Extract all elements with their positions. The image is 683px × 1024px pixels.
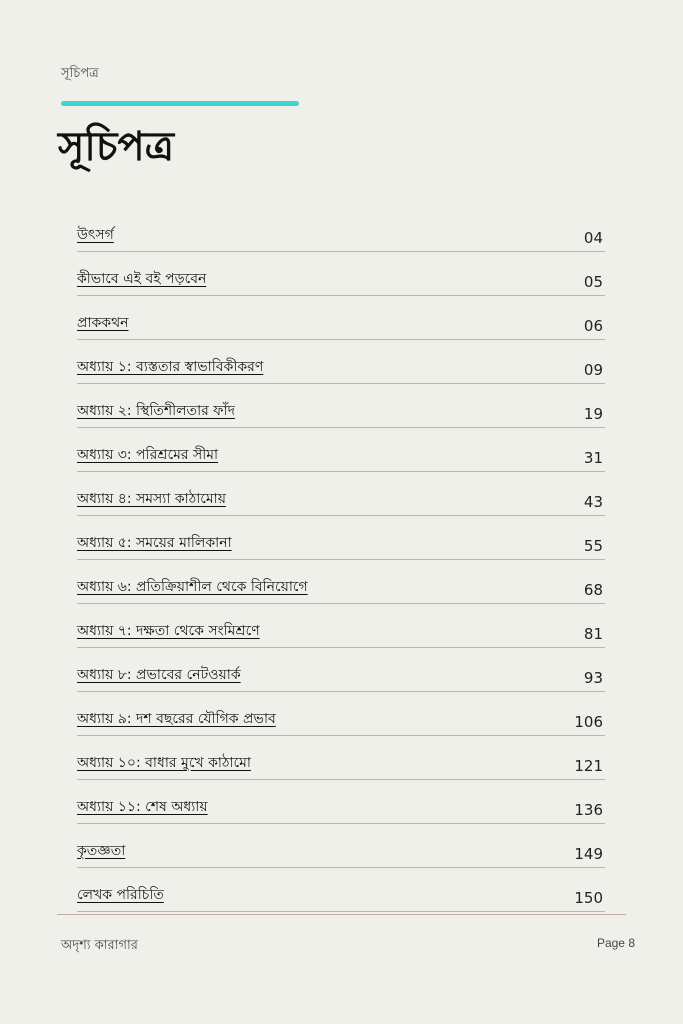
toc-entry-page: 05 (583, 273, 603, 291)
toc-entry-page: 55 (583, 537, 603, 555)
page-title: সূচিপত্র (58, 124, 174, 170)
toc-entry-title[interactable]: অধ্যায় ৯: দশ বছরের যৌগিক প্রভাব (77, 711, 276, 727)
toc-entry (77, 208, 605, 252)
table-of-contents (77, 208, 605, 912)
toc-entry-title[interactable]: প্রাককথন (77, 315, 129, 331)
toc-entry (77, 296, 605, 340)
toc-entry (77, 780, 605, 824)
toc-entry-title[interactable]: কৃতজ্ঞতা (77, 843, 126, 859)
accent-bar (61, 101, 299, 106)
toc-entry (77, 736, 605, 780)
toc-entry (77, 252, 605, 296)
toc-entry-page: 43 (583, 493, 603, 511)
footer-page-number: Page 8 (596, 936, 635, 950)
toc-entry-title[interactable]: অধ্যায় ৪: সমস্যা কাঠামোয় (77, 491, 226, 507)
toc-entry (77, 340, 605, 384)
toc-entry-page: 150 (574, 889, 603, 907)
toc-entry (77, 868, 605, 912)
toc-entry-page: 136 (574, 801, 603, 819)
toc-entry (77, 428, 605, 472)
toc-entry-title[interactable]: অধ্যায় ১০: বাধার মুখে কাঠামো (77, 755, 251, 771)
toc-entry (77, 824, 605, 868)
toc-entry-title[interactable]: অধ্যায় ২: স্থিতিশীলতার ফাঁদ (77, 403, 235, 419)
toc-entry-title[interactable]: অধ্যায় ৭: দক্ষতা থেকে সংমিশ্রণে (77, 623, 260, 639)
toc-entry-title[interactable]: উৎসর্গ (77, 227, 114, 243)
toc-entry (77, 472, 605, 516)
toc-entry-title[interactable]: কীভাবে এই বই পড়বেন (77, 271, 207, 287)
toc-entry-title[interactable]: অধ্যায় ৩: পরিশ্রমের সীমা (77, 447, 219, 463)
toc-entry (77, 692, 605, 736)
running-title: সূচিপত্র (61, 66, 99, 81)
toc-entry (77, 384, 605, 428)
footer-divider (57, 914, 626, 915)
toc-entry (77, 648, 605, 692)
toc-entry-page: 04 (583, 229, 603, 247)
toc-entry-page: 06 (583, 317, 603, 335)
toc-entry (77, 560, 605, 604)
toc-entry-page: 31 (583, 449, 603, 467)
toc-entry (77, 604, 605, 648)
toc-entry-title[interactable]: অধ্যায় ১: ব্যস্ততার স্বাভাবিকীকরণ (77, 359, 264, 375)
toc-entry-page: 09 (583, 361, 603, 379)
toc-entry-page: 81 (583, 625, 603, 643)
toc-entry-page: 19 (583, 405, 603, 423)
toc-entry (77, 516, 605, 560)
toc-entry-page: 149 (574, 845, 603, 863)
toc-entry-title[interactable]: অধ্যায় ৮: প্রভাবের নেটওয়ার্ক (77, 667, 241, 683)
toc-entry-page: 106 (574, 713, 603, 731)
toc-entry-page: 68 (583, 581, 603, 599)
toc-entry-title[interactable]: অধ্যায় ৬: প্রতিক্রিয়াশীল থেকে বিনিয়োগে (77, 579, 308, 595)
toc-entry-title[interactable]: অধ্যায় ১১: শেষ অধ্যায় (77, 799, 208, 815)
toc-entry-title[interactable]: অধ্যায় ৫: সময়ের মালিকানা (77, 535, 232, 551)
toc-entry-page: 93 (583, 669, 603, 687)
footer-book-title: অদৃশ্য কারাগার (61, 938, 138, 953)
toc-entry-page: 121 (574, 757, 603, 775)
toc-entry-title[interactable]: লেখক পরিচিতি (77, 887, 164, 903)
